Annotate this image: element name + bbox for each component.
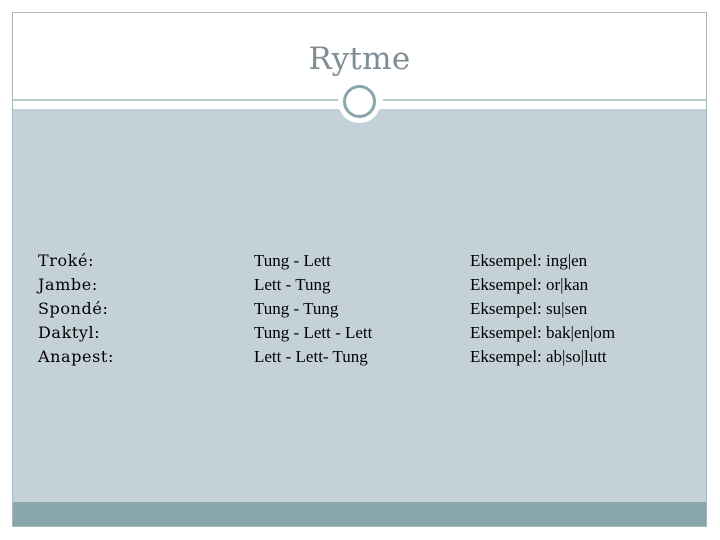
term-label: Troké: [38, 251, 95, 270]
pattern-text: Tung - Tung [254, 299, 339, 318]
example-column [470, 249, 615, 369]
example-text: Eksempel: su|sen [470, 299, 588, 318]
pattern-column [254, 249, 372, 369]
slide-title: Rytme [308, 41, 411, 77]
pattern-text: Tung - Lett - Lett [254, 323, 373, 342]
title-divider-right [383, 99, 706, 101]
slide [12, 12, 707, 527]
example-text: Eksempel: ing|en [470, 251, 588, 270]
pattern-text: Lett - Lett- Tung [254, 347, 368, 366]
footer-bar [13, 502, 706, 526]
term-column [38, 249, 114, 369]
ring-ornament-icon [338, 80, 381, 123]
pattern-text: Tung - Lett [254, 251, 331, 270]
example-text: Eksempel: bak|en|om [470, 323, 616, 342]
term-label: Spondé: [38, 299, 109, 318]
term-label: Anapest: [38, 347, 114, 366]
term-label: Daktyl: [38, 323, 101, 342]
term-label: Jambe: [38, 275, 98, 294]
example-text: Eksempel: ab|so|lutt [470, 347, 607, 366]
title-divider-left [13, 99, 339, 101]
pattern-text: Lett - Tung [254, 275, 331, 294]
example-text: Eksempel: or|kan [470, 275, 589, 294]
